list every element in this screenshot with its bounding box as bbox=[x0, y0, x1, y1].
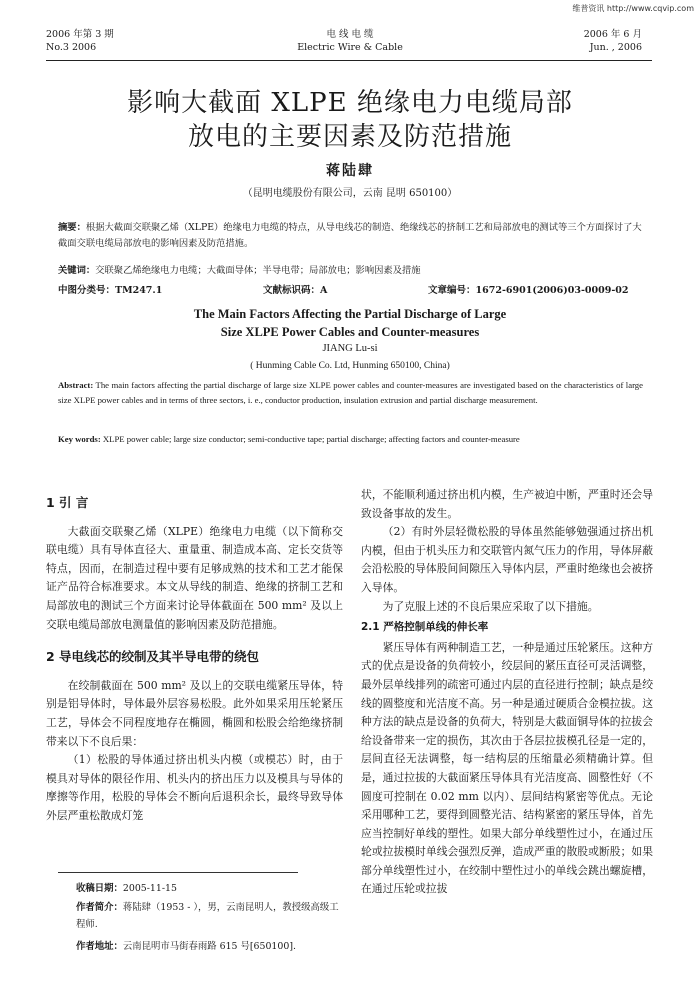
issue-zh: 2006 年第 3 期 bbox=[46, 29, 114, 40]
issue-en: No.3 2006 bbox=[46, 42, 97, 53]
bio-label: 作者简介： bbox=[76, 902, 123, 913]
affiliation-en: ( Hunming Cable Co. Ltd, Hunming 650100, China) bbox=[250, 361, 450, 371]
header-left bbox=[46, 28, 114, 54]
keywords-zh-label: 关键词： bbox=[58, 265, 96, 276]
received-date: 2005-11-15 bbox=[122, 883, 177, 894]
affiliation-zh: （昆明电缆股份有限公司，云南 昆明 650100） bbox=[242, 188, 458, 199]
article-number: 文章编号：1672-6901(2006)03-0009-02 bbox=[428, 285, 629, 296]
clc-number: 中图分类号：TM247.1 bbox=[58, 285, 163, 296]
bio-text: 蒋陆肆（1953 - ），男，云南昆明人，教授级高级工程师. bbox=[76, 902, 339, 930]
footnote-bio bbox=[76, 899, 346, 933]
section-2-paragraph-2: （1）松股的导体通过挤出机头内模（或模芯）时，由于模具对导体的限径作用、机头内的挤出压力以及模具与导体的摩擦等作用，松股的导体会不断向后退积余长，最终导致导体外层严重松散成灯笼 bbox=[46, 753, 343, 822]
abstract-zh bbox=[58, 220, 643, 252]
keywords-en-text: XLPE power cable; large size conductor; semi-conductive tape; partial discharge; affecting factors and counter-measure bbox=[102, 434, 520, 444]
title-zh-line-1: 影响大截面 XLPE 绝缘电力电缆局部 bbox=[127, 88, 573, 118]
right-column bbox=[361, 486, 653, 899]
abstract-zh-label: 摘要： bbox=[58, 222, 86, 233]
received-label: 收稿日期： bbox=[76, 883, 123, 894]
abstract-en-label: Abstract: bbox=[58, 380, 94, 390]
abstract-zh-text: 根据大截面交联聚乙烯（XLPE）绝缘电力电缆的特点，从导电线芯的制造、绝缘线芯的挤制工艺和局部放电的测试等三个方面探讨了大截面交联电缆局部放电的影响因素及防范措施。 bbox=[58, 222, 642, 249]
title-zh-line-2: 放电的主要因素及防范措施 bbox=[187, 122, 512, 152]
section-1-paragraph: 大截面交联聚乙烯（XLPE）绝缘电力电缆（以下简称交联电缆）具有导体直径大、重量重、制造成本高、定长交货等特点，因而，在制造过程中要有足够成熟的技术和工艺才能保证产品符合标准要求。本文从导线的制造、绝缘的挤制工艺和局部放电的测试三个方面来讨论导体截面在 500 mm² 及以上交联电缆局部放电测量值的影响因素及防范措施。 bbox=[46, 524, 343, 631]
date-en: Jun. , 2006 bbox=[589, 42, 642, 53]
footnote-address bbox=[76, 938, 346, 955]
header-rule bbox=[46, 60, 652, 61]
section-2-heading: 2 导电线芯的绞制及其半导电带的绕包 bbox=[46, 649, 260, 665]
address-label: 作者地址： bbox=[76, 941, 123, 952]
author-zh: 蒋陆肆 bbox=[326, 163, 374, 179]
keywords-en bbox=[58, 432, 643, 447]
author-en: JIANG Lu-si bbox=[322, 343, 378, 354]
section-2-paragraph-1: 在绞制截面在 500 mm² 及以上的交联电缆紧压导体，特别是铝导体时，导体最外层容易松股。此外如果采用压轮紧压工艺，导体会不同程度地存在椭圆，椭圆和松股会给绝缘挤制带来以下不良后果： bbox=[46, 678, 343, 748]
journal-name-zh: 电 线 电 缆 bbox=[326, 29, 374, 40]
date-zh: 2006 年 6 月 bbox=[583, 29, 642, 40]
address-text: 云南昆明市马街春雨路 615 号[650100]. bbox=[122, 941, 296, 952]
header-right bbox=[584, 28, 642, 54]
right-paragraph-2: （2）有时外层轻微松股的导体虽然能够勉强通过挤出机内模，但由于机头压力和交联管内氮气压力的作用，导体屏蔽会沿松股的导体股间间隙压入导体内层，严重时绝缘也会被挤入导体。 bbox=[361, 525, 653, 594]
header-center bbox=[250, 28, 450, 54]
watermark: 维普资讯 http://www.cqvip.com bbox=[572, 4, 694, 13]
keywords-zh-text: 交联聚乙烯绝缘电力电缆；大截面导体；半导电带；局部放电；影响因素及措施 bbox=[95, 265, 421, 276]
title-en-line-1: The Main Factors Affecting the Partial Discharge of Large bbox=[193, 307, 507, 321]
left-column bbox=[46, 494, 343, 826]
title-en-line-2: Size XLPE Power Cables and Counter-measures bbox=[220, 325, 480, 339]
document-code: 文献标识码：A bbox=[263, 285, 328, 296]
right-paragraph-1: 状，不能顺利通过挤出机内模，生产被迫中断，严重时还会导致设备事故的发生。 bbox=[361, 488, 653, 520]
abstract-en bbox=[58, 378, 643, 408]
keywords-en-label: Key words: bbox=[58, 434, 101, 444]
abstract-en-text: The main factors affecting the partial discharge of large size XLPE power cables and counter-measures are investigated based on the characteristics of large size XLPE power cables and in terms of three sectors, i. e., conductor production, insulation extrusion and partial discharge measurement. bbox=[58, 380, 643, 405]
subsection-2-1-heading: 2.1 严格控制单线的伸长率 bbox=[361, 621, 489, 634]
journal-name-en: Electric Wire & Cable bbox=[297, 42, 403, 53]
section-1-heading: 1 引 言 bbox=[46, 495, 89, 510]
footnote-received bbox=[76, 880, 346, 897]
keywords-zh bbox=[58, 263, 643, 279]
right-paragraph-3: 为了克服上述的不良后果应采取了以下措施。 bbox=[382, 599, 599, 613]
footnote-rule bbox=[58, 872, 298, 873]
right-paragraph-4: 紧压导体有两种制造工艺，一种是通过压轮紧压。这种方式的优点是设备的负荷较小，绞层间的紧压直径可灵活调整，最外层单线排列的疏密可通过内层的直径进行控制；缺点是绞线的圆整度和光洁度不高。另一种是通过硬质合金模拉拔。这种方法的缺点是设备的负荷大，特别是大截面铜导体的拉拔会给设备带来一定的损伤，其次由于各层拉拔模孔径是一定的，层间直径无法调整，每一结构层的压缩量必须精确计算。但是，通过拉拔的大截面紧压导体具有光洁度高、圆整性好（不圆度可控制在 0.02 mm 以内）、层间结构紧密等优点。无论采用哪种工艺，要得到圆整光洁、结构紧密的紧压导体，首先应当控制好单线的塑性。如果大部分单线塑性过小，在通过压轮或拉拔模时单线会强烈反弹，造成严重的散股或断股；如果部分单线塑性过小，在绞制中塑性过小的单线会跳出螺旋槽，在通过压轮或拉拔 bbox=[361, 640, 653, 896]
